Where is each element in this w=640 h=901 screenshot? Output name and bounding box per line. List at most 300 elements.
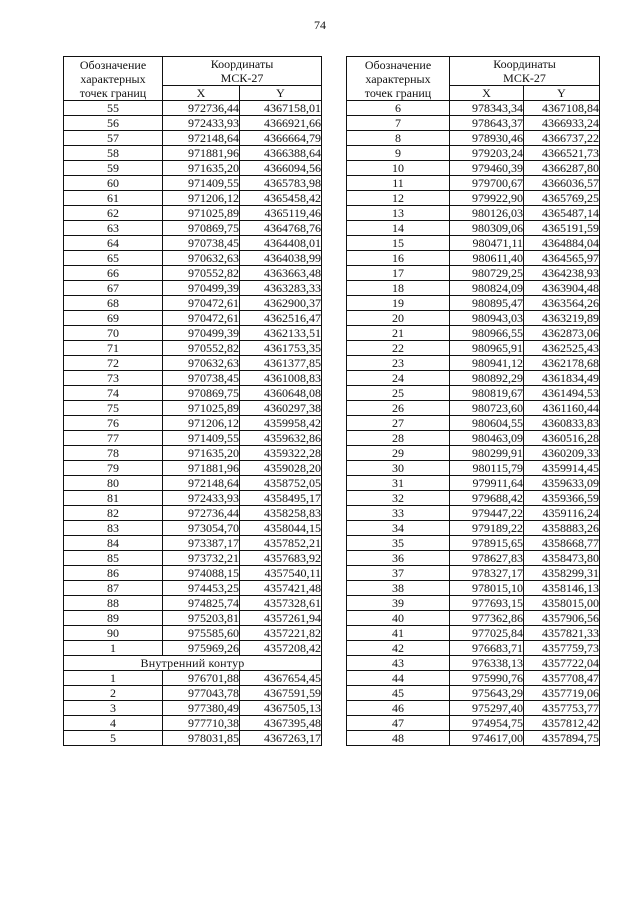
y-value: 4366664,79 — [240, 131, 322, 146]
point-number: 43 — [347, 656, 450, 671]
x-value: 972148,64 — [163, 131, 240, 146]
table-row — [64, 191, 322, 206]
y-value: 4358015,00 — [524, 596, 600, 611]
point-number: 78 — [64, 446, 163, 461]
y-value: 4357221,82 — [240, 626, 322, 641]
header-x: X — [163, 86, 240, 101]
x-value: 979688,42 — [450, 491, 524, 506]
table-row — [347, 176, 600, 191]
table-row — [347, 221, 600, 236]
y-value: 4359914,45 — [524, 461, 600, 476]
table-row — [64, 476, 322, 491]
table-row — [347, 461, 600, 476]
x-value: 980309,06 — [450, 221, 524, 236]
x-value: 980965,91 — [450, 341, 524, 356]
table-row — [347, 476, 600, 491]
table-row — [64, 461, 322, 476]
y-value: 4364408,01 — [240, 236, 322, 251]
x-value: 977693,15 — [450, 596, 524, 611]
page-number: 74 — [314, 18, 326, 32]
table-row — [347, 101, 600, 116]
y-value: 4362900,37 — [240, 296, 322, 311]
header-coordinates — [163, 57, 322, 86]
table-row — [64, 356, 322, 371]
point-number: 15 — [347, 236, 450, 251]
y-value: 4358146,13 — [524, 581, 600, 596]
table-row — [64, 176, 322, 191]
table-row — [347, 656, 600, 671]
x-value: 970869,75 — [163, 386, 240, 401]
table-row — [64, 506, 322, 521]
table-row — [347, 341, 600, 356]
y-value: 4357208,42 — [240, 641, 322, 656]
x-value: 970632,63 — [163, 251, 240, 266]
table-row — [347, 191, 600, 206]
point-number: 84 — [64, 536, 163, 551]
x-value: 980299,91 — [450, 446, 524, 461]
x-value: 975969,26 — [163, 641, 240, 656]
header-label-line2: характерных — [80, 71, 146, 86]
point-number: 9 — [347, 146, 450, 161]
table-row — [64, 266, 322, 281]
table-row — [64, 401, 322, 416]
x-value: 980611,40 — [450, 251, 524, 266]
table-row — [347, 521, 600, 536]
header-label-line1: Обозначение — [79, 57, 147, 72]
x-value: 975990,76 — [450, 671, 524, 686]
table-row — [64, 221, 322, 236]
y-value: 4366737,22 — [524, 131, 600, 146]
x-value: 980723,60 — [450, 401, 524, 416]
header-label-line3: точек границ — [79, 85, 147, 100]
table-row — [64, 551, 322, 566]
point-number: 48 — [347, 731, 450, 746]
point-number: 45 — [347, 686, 450, 701]
table-row — [347, 596, 600, 611]
y-value: 4366287,80 — [524, 161, 600, 176]
table-row — [347, 506, 600, 521]
x-value: 973387,17 — [163, 536, 240, 551]
header-coords-line2: МСК-27 — [220, 71, 264, 85]
table-row — [64, 236, 322, 251]
point-number: 41 — [347, 626, 450, 641]
x-value: 971881,96 — [163, 146, 240, 161]
table-row — [347, 491, 600, 506]
point-number: 28 — [347, 431, 450, 446]
table-row — [347, 371, 600, 386]
point-number: 10 — [347, 161, 450, 176]
coordinates-table-left — [63, 56, 322, 746]
y-value: 4357328,61 — [240, 596, 322, 611]
x-value: 972736,44 — [163, 101, 240, 116]
y-value: 4364038,99 — [240, 251, 322, 266]
x-value: 976683,71 — [450, 641, 524, 656]
point-number: 31 — [347, 476, 450, 491]
y-value: 4359958,42 — [240, 416, 322, 431]
y-value: 4365487,14 — [524, 206, 600, 221]
point-number: 71 — [64, 341, 163, 356]
table-row — [347, 626, 600, 641]
table-row — [347, 671, 600, 686]
x-value: 972148,64 — [163, 476, 240, 491]
header-coordinates — [450, 57, 600, 86]
point-number: 32 — [347, 491, 450, 506]
y-value: 4363219,89 — [524, 311, 600, 326]
y-value: 4366521,73 — [524, 146, 600, 161]
y-value: 4360297,38 — [240, 401, 322, 416]
x-value: 979911,64 — [450, 476, 524, 491]
point-number: 33 — [347, 506, 450, 521]
table-row — [347, 551, 600, 566]
table-row — [64, 686, 322, 701]
x-value: 978643,37 — [450, 116, 524, 131]
table-row — [347, 536, 600, 551]
x-value: 973732,21 — [163, 551, 240, 566]
x-value: 980471,11 — [450, 236, 524, 251]
table-row — [64, 341, 322, 356]
table-row — [64, 251, 322, 266]
y-value: 4357894,75 — [524, 731, 600, 746]
y-value: 4360516,28 — [524, 431, 600, 446]
x-value: 980824,09 — [450, 281, 524, 296]
x-value: 971206,12 — [163, 416, 240, 431]
point-number: 77 — [64, 431, 163, 446]
table-row — [347, 281, 600, 296]
x-value: 970552,82 — [163, 266, 240, 281]
table-row — [347, 206, 600, 221]
point-number: 85 — [64, 551, 163, 566]
header-label-line1: Обозначение — [364, 57, 432, 72]
point-number: 67 — [64, 281, 163, 296]
point-number: 69 — [64, 311, 163, 326]
y-value: 4365769,25 — [524, 191, 600, 206]
table-row — [64, 701, 322, 716]
x-value: 970738,45 — [163, 371, 240, 386]
point-number: 83 — [64, 521, 163, 536]
y-value: 4367158,01 — [240, 101, 322, 116]
point-number: 42 — [347, 641, 450, 656]
y-value: 4366933,24 — [524, 116, 600, 131]
table-row — [64, 626, 322, 641]
y-value: 4358299,31 — [524, 566, 600, 581]
x-value: 979922,90 — [450, 191, 524, 206]
x-value: 979203,24 — [450, 146, 524, 161]
y-value: 4363283,33 — [240, 281, 322, 296]
y-value: 4362133,51 — [240, 326, 322, 341]
y-value: 4359366,59 — [524, 491, 600, 506]
y-value: 4357759,73 — [524, 641, 600, 656]
point-number: 1 — [64, 641, 163, 656]
x-value: 974088,15 — [163, 566, 240, 581]
point-number: 90 — [64, 626, 163, 641]
y-value: 4364884,04 — [524, 236, 600, 251]
point-number: 34 — [347, 521, 450, 536]
x-value: 970552,82 — [163, 341, 240, 356]
x-value: 970738,45 — [163, 236, 240, 251]
table-row — [64, 101, 322, 116]
table-row — [64, 491, 322, 506]
right-table-body — [347, 101, 600, 746]
point-number: 11 — [347, 176, 450, 191]
point-number: 18 — [347, 281, 450, 296]
header-label-line3: точек границ — [364, 85, 432, 100]
table-row — [64, 446, 322, 461]
x-value: 977043,78 — [163, 686, 240, 701]
x-value: 977710,38 — [163, 716, 240, 731]
y-value: 4361834,49 — [524, 371, 600, 386]
x-value: 977362,86 — [450, 611, 524, 626]
x-value: 974453,25 — [163, 581, 240, 596]
table-row — [347, 701, 600, 716]
x-value: 979447,22 — [450, 506, 524, 521]
y-value: 4364565,97 — [524, 251, 600, 266]
x-value: 974617,00 — [450, 731, 524, 746]
point-number: 75 — [64, 401, 163, 416]
point-number: 81 — [64, 491, 163, 506]
header-coords-line1: Координаты — [493, 57, 556, 71]
x-value: 972736,44 — [163, 506, 240, 521]
y-value: 4361008,83 — [240, 371, 322, 386]
table-row — [347, 431, 600, 446]
x-value: 971025,89 — [163, 401, 240, 416]
x-value: 980115,79 — [450, 461, 524, 476]
point-number: 63 — [64, 221, 163, 236]
point-number: 66 — [64, 266, 163, 281]
x-value: 978327,17 — [450, 566, 524, 581]
header-label-line2: характерных — [365, 71, 431, 86]
point-number: 22 — [347, 341, 450, 356]
point-number: 1 — [64, 671, 163, 686]
table-row — [64, 731, 322, 746]
y-value: 4357719,06 — [524, 686, 600, 701]
x-value: 972433,93 — [163, 116, 240, 131]
point-number: 25 — [347, 386, 450, 401]
y-value: 4365458,42 — [240, 191, 322, 206]
y-value: 4357852,21 — [240, 536, 322, 551]
table-row — [347, 731, 600, 746]
y-value: 4367395,48 — [240, 716, 322, 731]
y-value: 4358044,15 — [240, 521, 322, 536]
y-value: 4358258,83 — [240, 506, 322, 521]
x-value: 980604,55 — [450, 416, 524, 431]
table-row — [347, 311, 600, 326]
x-value: 980966,55 — [450, 326, 524, 341]
y-value: 4366921,66 — [240, 116, 322, 131]
table-row — [347, 716, 600, 731]
point-number: 86 — [64, 566, 163, 581]
x-value: 975585,60 — [163, 626, 240, 641]
header-y: Y — [240, 86, 322, 101]
x-value: 980819,67 — [450, 386, 524, 401]
y-value: 4363904,48 — [524, 281, 600, 296]
point-number: 16 — [347, 251, 450, 266]
table-row — [64, 536, 322, 551]
section-title: Внутренний контур — [64, 656, 322, 671]
table-row — [347, 236, 600, 251]
y-value: 4362873,06 — [524, 326, 600, 341]
point-number: 72 — [64, 356, 163, 371]
table-row — [347, 641, 600, 656]
x-value: 980941,12 — [450, 356, 524, 371]
y-value: 4365119,46 — [240, 206, 322, 221]
point-number: 89 — [64, 611, 163, 626]
header-y: Y — [524, 86, 600, 101]
table-row — [347, 686, 600, 701]
point-number: 57 — [64, 131, 163, 146]
table-row — [347, 611, 600, 626]
point-number: 37 — [347, 566, 450, 581]
y-value: 4363564,26 — [524, 296, 600, 311]
x-value: 970499,39 — [163, 281, 240, 296]
point-number: 88 — [64, 596, 163, 611]
y-value: 4358473,80 — [524, 551, 600, 566]
table-row — [64, 146, 322, 161]
point-number: 64 — [64, 236, 163, 251]
table-row — [64, 566, 322, 581]
x-value: 980126,03 — [450, 206, 524, 221]
table-row — [64, 311, 322, 326]
y-value: 4366388,64 — [240, 146, 322, 161]
point-number: 36 — [347, 551, 450, 566]
table-row — [64, 386, 322, 401]
y-value: 4362178,68 — [524, 356, 600, 371]
table-row — [64, 431, 322, 446]
point-number: 58 — [64, 146, 163, 161]
y-value: 4364768,76 — [240, 221, 322, 236]
point-number: 26 — [347, 401, 450, 416]
point-number: 29 — [347, 446, 450, 461]
coordinates-table-right — [346, 56, 600, 746]
point-number: 46 — [347, 701, 450, 716]
point-number: 82 — [64, 506, 163, 521]
point-number: 14 — [347, 221, 450, 236]
y-value: 4357722,04 — [524, 656, 600, 671]
y-value: 4357906,56 — [524, 611, 600, 626]
point-number: 74 — [64, 386, 163, 401]
table-row — [64, 581, 322, 596]
y-value: 4359633,09 — [524, 476, 600, 491]
x-value: 980729,25 — [450, 266, 524, 281]
y-value: 4359632,86 — [240, 431, 322, 446]
x-value: 978015,10 — [450, 581, 524, 596]
y-value: 4363663,48 — [240, 266, 322, 281]
point-number: 56 — [64, 116, 163, 131]
y-value: 4360648,08 — [240, 386, 322, 401]
point-number: 39 — [347, 596, 450, 611]
table-row — [347, 296, 600, 311]
y-value: 4357821,33 — [524, 626, 600, 641]
point-number: 13 — [347, 206, 450, 221]
y-value: 4359322,28 — [240, 446, 322, 461]
y-value: 4365783,98 — [240, 176, 322, 191]
point-number: 19 — [347, 296, 450, 311]
x-value: 980892,29 — [450, 371, 524, 386]
point-number: 80 — [64, 476, 163, 491]
point-number: 38 — [347, 581, 450, 596]
table-row — [64, 161, 322, 176]
x-value: 970472,61 — [163, 296, 240, 311]
table-row — [64, 296, 322, 311]
point-number: 55 — [64, 101, 163, 116]
y-value: 4361753,35 — [240, 341, 322, 356]
y-value: 4361494,53 — [524, 386, 600, 401]
table-row — [347, 401, 600, 416]
x-value: 976701,88 — [163, 671, 240, 686]
y-value: 4359028,20 — [240, 461, 322, 476]
x-value: 970499,39 — [163, 326, 240, 341]
point-number: 47 — [347, 716, 450, 731]
point-number: 65 — [64, 251, 163, 266]
y-value: 4357261,94 — [240, 611, 322, 626]
point-number: 62 — [64, 206, 163, 221]
point-number: 12 — [347, 191, 450, 206]
x-value: 979189,22 — [450, 521, 524, 536]
y-value: 4366036,57 — [524, 176, 600, 191]
x-value: 971409,55 — [163, 431, 240, 446]
table-row — [64, 671, 322, 686]
x-value: 974825,74 — [163, 596, 240, 611]
table-row — [64, 281, 322, 296]
table-row — [64, 716, 322, 731]
y-value: 4358495,17 — [240, 491, 322, 506]
x-value: 976338,13 — [450, 656, 524, 671]
x-value: 971409,55 — [163, 176, 240, 191]
point-number: 6 — [347, 101, 450, 116]
x-value: 971881,96 — [163, 461, 240, 476]
table-row — [64, 521, 322, 536]
y-value: 4358752,05 — [240, 476, 322, 491]
y-value: 4362516,47 — [240, 311, 322, 326]
y-value: 4361377,85 — [240, 356, 322, 371]
y-value: 4357421,48 — [240, 581, 322, 596]
x-value: 980895,47 — [450, 296, 524, 311]
y-value: 4361160,44 — [524, 401, 600, 416]
point-number: 70 — [64, 326, 163, 341]
point-number: 17 — [347, 266, 450, 281]
table-row — [347, 581, 600, 596]
x-value: 979460,39 — [450, 161, 524, 176]
point-number: 40 — [347, 611, 450, 626]
y-value: 4365191,59 — [524, 221, 600, 236]
point-number: 27 — [347, 416, 450, 431]
point-number: 68 — [64, 296, 163, 311]
table-row — [347, 416, 600, 431]
section-row — [64, 656, 322, 671]
y-value: 4366094,56 — [240, 161, 322, 176]
y-value: 4360209,33 — [524, 446, 600, 461]
table-row — [347, 251, 600, 266]
table-row — [64, 206, 322, 221]
x-value: 978627,83 — [450, 551, 524, 566]
table-row — [64, 416, 322, 431]
x-value: 978343,34 — [450, 101, 524, 116]
table-row — [347, 266, 600, 281]
x-value: 970632,63 — [163, 356, 240, 371]
point-number: 8 — [347, 131, 450, 146]
x-value: 975297,40 — [450, 701, 524, 716]
point-number: 59 — [64, 161, 163, 176]
x-value: 973054,70 — [163, 521, 240, 536]
table-row — [347, 386, 600, 401]
point-number: 76 — [64, 416, 163, 431]
y-value: 4364238,93 — [524, 266, 600, 281]
point-number: 73 — [64, 371, 163, 386]
left-table-body — [64, 101, 322, 746]
point-number: 21 — [347, 326, 450, 341]
x-value: 974954,75 — [450, 716, 524, 731]
y-value: 4367108,84 — [524, 101, 600, 116]
x-value: 980463,09 — [450, 431, 524, 446]
